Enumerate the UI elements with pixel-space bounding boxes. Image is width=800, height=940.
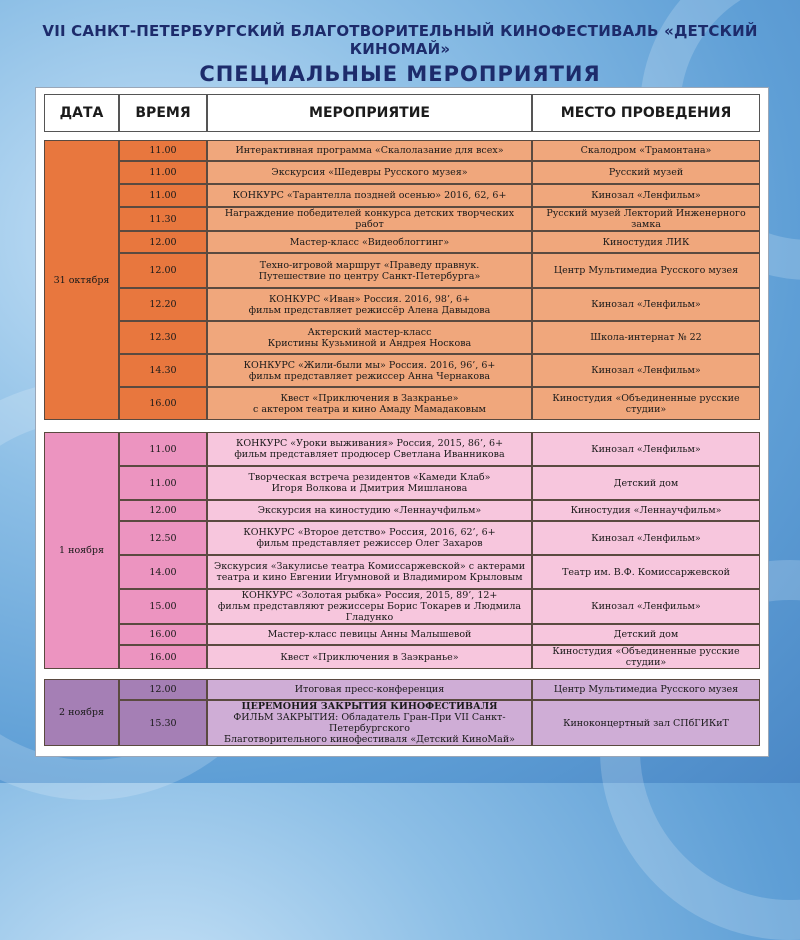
event-line: Творческая встреча резидентов «Камеди Клаб» <box>248 472 491 483</box>
place-cell: Киностудия ЛИК <box>532 231 760 253</box>
event-cell <box>207 140 532 161</box>
event-cell <box>207 288 532 321</box>
date-cell: 31 октября <box>44 140 119 420</box>
event-line: КОНКУРС «Тарантелла поздней осенью» 2016, 62, 6+ <box>232 190 507 201</box>
event-line: с актером театра и кино Амаду Мамадаковым <box>253 403 486 415</box>
event-title: ЦЕРЕМОНИЯ ЗАКРЫТИЯ КИНОФЕСТИВАЛЯ <box>241 701 498 712</box>
table-row <box>44 207 760 231</box>
time-cell: 12.00 <box>119 253 207 288</box>
place-cell: Русский музей Лекторий Инженерного замка <box>532 207 760 231</box>
date-cell: 2 ноября <box>44 679 119 746</box>
time-cell: 11.00 <box>119 140 207 161</box>
place-cell: Кинозал «Ленфильм» <box>532 184 760 207</box>
event-line: фильм представляет режиссёр Алена Давыдова <box>248 304 491 316</box>
time-cell: 12.00 <box>119 231 207 253</box>
event-cell <box>207 387 532 420</box>
event-cell <box>207 207 532 231</box>
event-line: Игоря Волкова и Дмитрия Мишланова <box>271 483 468 494</box>
place-cell: Детский дом <box>532 466 760 500</box>
table-row <box>44 354 760 387</box>
table-row <box>44 387 760 420</box>
time-cell: 11.30 <box>119 207 207 231</box>
event-line: Квест «Приключения в Заэкранье» <box>280 651 459 663</box>
table-row <box>44 321 760 354</box>
event-line: Путешествие по центру Санкт-Петербурга» <box>258 270 481 282</box>
event-line: Квест «Приключения в Зазкранье» <box>280 392 459 404</box>
event-cell <box>207 184 532 207</box>
time-cell: 11.00 <box>119 466 207 500</box>
event-line: КОНКУРС «Второе детство» Россия, 2016, 62’, 6+ <box>243 527 496 538</box>
event-line: Экскурсия «Шедевры Русского музея» <box>271 167 468 178</box>
time-cell: 16.00 <box>119 624 207 645</box>
event-line: фильм представляет продюсер Светлана Иванникова <box>234 449 505 460</box>
time-cell: 14.30 <box>119 354 207 387</box>
place-cell: Школа-интернат № 22 <box>532 321 760 354</box>
event-cell <box>207 521 532 555</box>
place-cell: Кинозал «Ленфильм» <box>532 354 760 387</box>
time-cell: 12.00 <box>119 679 207 700</box>
table-row <box>44 288 760 321</box>
table-row <box>44 679 760 700</box>
event-cell <box>207 253 532 288</box>
page-title: СПЕЦИАЛЬНЫЕ МЕРОПРИЯТИЯ <box>199 62 601 86</box>
table-row <box>44 700 760 746</box>
event-line: фильм представляет режиссер Олег Захаров <box>256 538 483 549</box>
place-cell: Центр Мультимедиа Русского музея <box>532 253 760 288</box>
table-row <box>44 432 760 466</box>
event-line: Интерактивная программа «Скалолазание для всех» <box>235 145 504 156</box>
festival-title: VII САНКТ-ПЕТЕРБУРГСКИЙ БЛАГОТВОРИТЕЛЬНЫЙ КИНОФЕСТИВАЛЬ «ДЕТСКИЙ КИНОМАЙ» <box>42 22 758 58</box>
event-line: Актерский мастер-класс <box>307 326 432 338</box>
table-row <box>44 140 760 161</box>
event-line: КОНКУРС «Жили-были мы» Россия. 2016, 96’, 6+ <box>243 359 496 371</box>
event-line: Техно-игровой маршрут «Праведу правнук. <box>259 259 480 271</box>
place-cell: Киноконцертный зал СПбГИКиТ <box>532 700 760 746</box>
event-line: театра и кино Евгении Игумновой и Владимиром Крыловым <box>216 572 523 583</box>
event-cell <box>207 624 532 645</box>
table-row <box>44 253 760 288</box>
place-cell: Киностудия «Объединенные русские студии» <box>532 387 760 420</box>
event-line: КОНКУРС «Золотая рыбка» Россия, 2015, 89’, 12+ <box>241 590 498 601</box>
date-cell: 1 ноября <box>44 432 119 669</box>
time-cell: 16.00 <box>119 387 207 420</box>
event-cell <box>207 555 532 589</box>
time-cell: 14.00 <box>119 555 207 589</box>
time-cell: 11.00 <box>119 432 207 466</box>
table-row <box>44 555 760 589</box>
event-line: КОНКУРС «Уроки выживания» Россия, 2015, 86’, 6+ <box>235 438 504 449</box>
event-cell <box>207 500 532 521</box>
place-cell: Кинозал «Ленфильм» <box>532 432 760 466</box>
event-cell <box>207 645 532 669</box>
time-cell: 12.50 <box>119 521 207 555</box>
table-row <box>44 466 760 500</box>
table-row <box>44 589 760 624</box>
table-row <box>44 521 760 555</box>
time-cell: 12.30 <box>119 321 207 354</box>
time-cell: 12.00 <box>119 500 207 521</box>
column-time: ВРЕМЯ <box>119 94 207 132</box>
place-cell: Детский дом <box>532 624 760 645</box>
event-line: Мастер-класс певицы Анны Малышевой <box>267 629 472 640</box>
event-cell <box>207 161 532 184</box>
table-row <box>44 500 760 521</box>
event-cell <box>207 231 532 253</box>
event-line: фильм представляет режиссер Анна Чернакова <box>248 370 491 382</box>
event-cell <box>207 679 532 700</box>
table-row <box>44 161 760 184</box>
place-cell: Центр Мультимедиа Русского музея <box>532 679 760 700</box>
event-line: Кристины Кузьминой и Андрея Носкова <box>267 337 472 349</box>
column-date: ДАТА <box>44 94 119 132</box>
time-cell: 12.20 <box>119 288 207 321</box>
time-cell: 16.00 <box>119 645 207 669</box>
section-nov-1 <box>44 432 760 669</box>
event-line: Экскурсия «Закулисье театра Комиссаржевской» с актерами <box>213 561 526 572</box>
place-cell: Киностудия «Леннаучфильм» <box>532 500 760 521</box>
section-nov-2 <box>44 679 760 746</box>
event-cell <box>207 700 532 746</box>
place-cell: Киностудия «Объединенные русские студии» <box>532 645 760 669</box>
event-line: Итоговая пресс-конференция <box>294 684 445 695</box>
event-cell <box>207 589 532 624</box>
place-cell: Кинозал «Ленфильм» <box>532 288 760 321</box>
page-header <box>0 22 800 86</box>
place-cell: Русский музей <box>532 161 760 184</box>
event-cell <box>207 354 532 387</box>
place-cell: Театр им. В.Ф. Комиссаржевской <box>532 555 760 589</box>
table-row <box>44 231 760 253</box>
event-line: КОНКУРС «Иван» Россия. 2016, 98’, 6+ <box>268 293 471 305</box>
time-cell: 11.00 <box>119 161 207 184</box>
event-line: Экскурсия на киностудию «Леннаучфильм» <box>257 505 482 516</box>
time-cell: 15.30 <box>119 700 207 746</box>
column-place: МЕСТО ПРОВЕДЕНИЯ <box>532 94 760 132</box>
table-row <box>44 184 760 207</box>
event-line: Благотворительного кинофестиваля «Детский КиноМай» <box>224 734 515 745</box>
time-cell: 15.00 <box>119 589 207 624</box>
column-event: МЕРОПРИЯТИЕ <box>207 94 532 132</box>
event-cell <box>207 432 532 466</box>
event-line: Награждение победителей конкурса детских творческих работ <box>224 208 515 230</box>
table-row <box>44 624 760 645</box>
place-cell: Кинозал «Ленфильм» <box>532 521 760 555</box>
table-header <box>44 94 760 132</box>
table-row <box>44 645 760 669</box>
time-cell: 11.00 <box>119 184 207 207</box>
event-cell <box>207 466 532 500</box>
event-line: ФИЛЬМ ЗАКРЫТИЯ: Обладатель Гран-При VII Санкт-Петербургского <box>233 712 506 734</box>
section-oct-31 <box>44 140 760 420</box>
place-cell: Кинозал «Ленфильм» <box>532 589 760 624</box>
event-line: фильм представляют режиссеры Борис Токарев и Людмила Гладунко <box>217 601 522 623</box>
schedule-panel <box>35 87 769 757</box>
event-line: Мастер-класс «Видеоблоггинг» <box>289 236 450 248</box>
place-cell: Скалодром «Трамонтана» <box>532 140 760 161</box>
event-cell <box>207 321 532 354</box>
